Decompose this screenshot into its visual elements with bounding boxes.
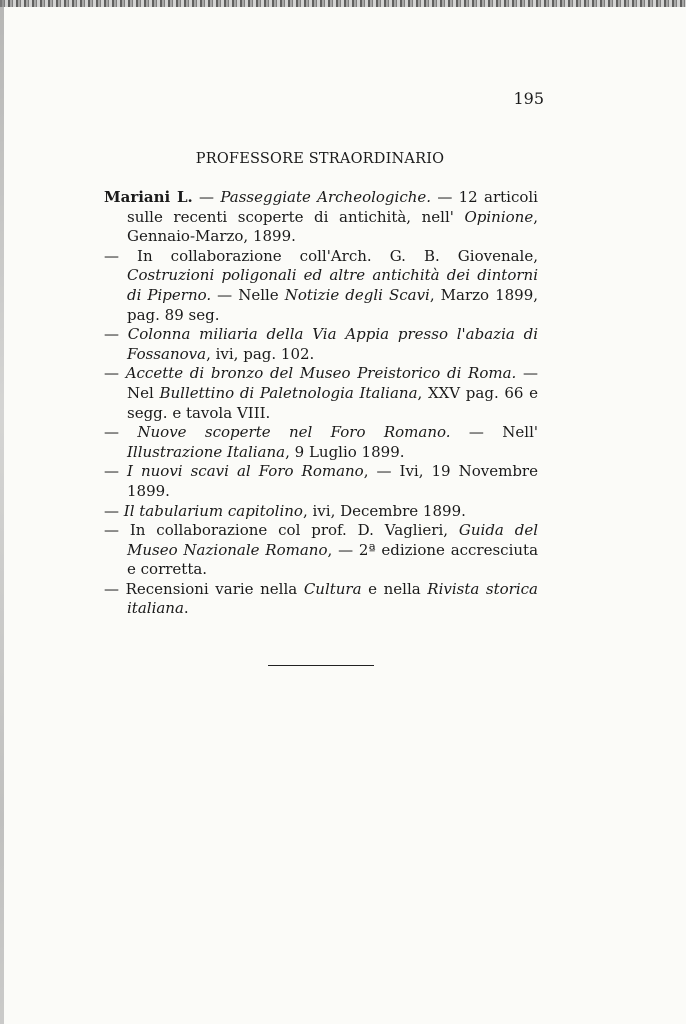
entry-text-run: e nella [361,579,428,598]
entry-text-run: — [104,423,138,442]
entry-title-run: Passeggiate Archeologiche. [220,188,432,206]
entry-text-run: — [104,325,128,344]
entry-text-run: — [104,501,124,520]
entry-title-run: Bullettino di Paletnologia Italiana [159,383,418,402]
bibliography-entry [104,502,538,522]
page-number: 195 [513,89,544,108]
entry-text-run: — [104,364,126,383]
section-title: PROFESSORE STRAORDINARIO [195,151,445,167]
entry-text-run: , — 2ª edizione accresciuta e corretta. [127,540,539,579]
bibliography-entry [104,423,538,462]
entry-text-run: , 9 Luglio 1899. [285,442,405,461]
entry-text-run: — 12 articoli sulle recenti scoperte di antichità, nell' [127,188,538,226]
entry-text-run: — In collaborazione coll'Arch. G. B. Giovenale, [104,246,538,265]
entry-text-run: , ivi, pag. 102. [206,344,315,363]
bibliography-entry [104,325,538,364]
bibliography-entry [104,364,538,423]
page-top-edge [0,0,686,7]
bibliography-entry [104,188,538,247]
entry-text-run: , Marzo 1899, pag. 89 seg. [127,285,539,324]
entry-title-run: Cultura [303,579,362,598]
entry-text-run: . [183,599,189,618]
entry-title-run: Nuove scoperte nel Foro Romano. [137,423,451,442]
entry-title-run: I nuovi scavi al Foro Romano [127,462,364,481]
bibliography-entry [104,521,538,580]
entry-text-run: , Gennaio-Marzo, 1899. [127,207,538,246]
entry-text-run: — Recensioni varie nella [104,579,304,598]
entry-text-run: , ivi, Decembre 1899. [302,501,466,520]
entry-text-run: — [192,188,221,206]
section-divider [268,665,374,666]
entry-title-run: Opinione [464,207,534,226]
bibliography-list [104,188,538,619]
entry-title-run: Guida del Museo Nazionale Romano [127,521,538,559]
entry-title-run: Accette di bronzo del Museo Preistorico di Roma. [125,364,517,383]
bibliography-entry [104,247,538,325]
entry-title-run: Colonna miliaria della Via Appia presso l'abazia di Fossanova [127,325,538,363]
entry-text-run: — Nell' [450,423,538,442]
entry-text-run: , — Ivi, 19 Novembre 1899. [127,462,538,500]
bibliography-entry [104,462,538,501]
entry-text-run: — Nel [127,364,538,402]
entry-title-run: Illustrazione Italiana [127,442,286,461]
bibliography-entry [104,580,538,619]
entry-text-run: — [104,462,128,481]
entry-title-run: Notizie degli Scavi [284,285,430,304]
entry-title-run: Costruzioni poligonali ed altre antichità dei dintorni di Piperno. [127,266,538,304]
entry-text-run: — Nelle [211,285,285,304]
entry-text-run: , XXV pag. 66 e segg. e tavola VIII. [127,383,538,422]
entry-title-run: Il tabularium capitolino [123,501,303,520]
entry-text-run: — In collaborazione col prof. D. Vaglieri, [104,521,459,540]
entry-title-run: Rivista storica italiana [127,579,538,618]
entry-author: Mariani L. [104,188,193,206]
